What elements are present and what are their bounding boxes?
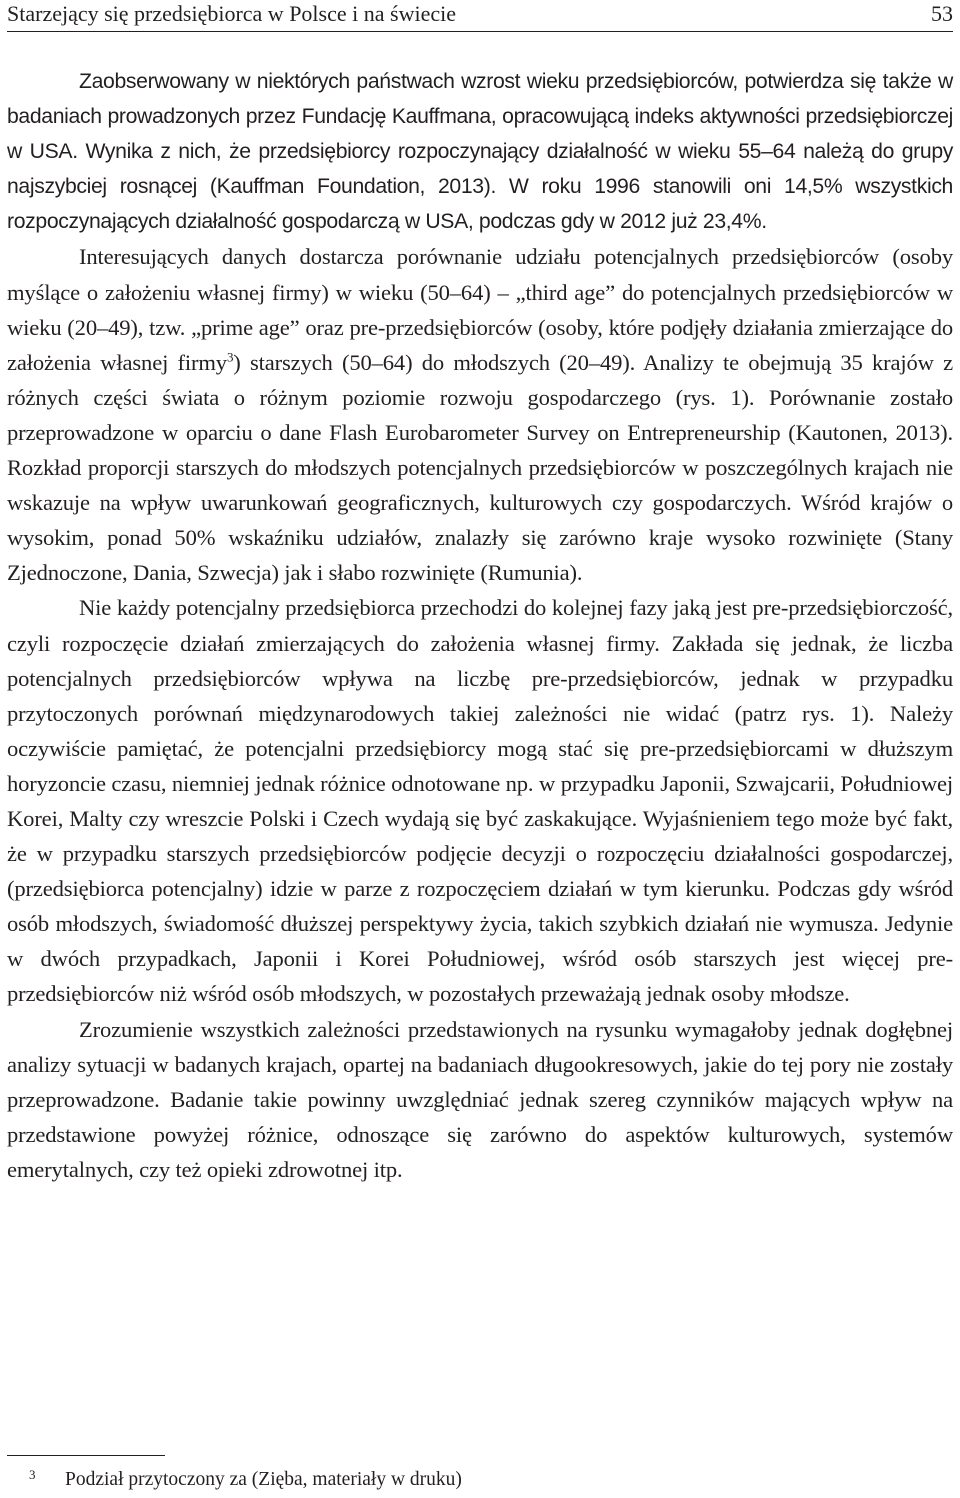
footnote-reference[interactable]: 3	[226, 349, 234, 365]
header-rule	[7, 31, 953, 32]
paragraph-2-text-end: ) starszych (50–64) do młodszych (20–49). Analizy te obejmują 35 krajów z różnych części świata o różnym poziomie rozwoju gospodarczego (rys. 1). Porównanie zostało przeprowadzone w oparciu o dane Flash Eurobarometer Survey on Entrepreneurship (Kautonen, 2013). Rozkład proporcji starszych do młodszych potencjalnych przedsiębiorców w poszczególnych krajach nie wskazuje na wpływ uwarunkowań geograficznych, kulturowych czy gospodarczych. Wśród krajów o wysokim, ponad 50% wskaźniku udziałów, znalazły się zarówno kraje wysoko rozwinięte (Stany Zjednoczone, Dania, Szwecja) jak i słabo rozwinięte (Rumunia).	[7, 349, 953, 586]
footnote-mark: 3	[29, 1467, 36, 1482]
footnote-text: Podział przytoczony za (Zięba, materiały w druku)	[65, 1469, 462, 1490]
running-title: Starzejący się przedsiębiorca w Polsce i na świecie	[7, 1, 456, 26]
running-header	[7, 0, 953, 28]
body-text	[7, 64, 953, 1187]
paragraph-1: Zaobserwowany w niektórych państwach wzrost wieku przedsiębiorców, potwierdza się także w badaniach prowadzonych przez Fundację Kauffmana, opracowującą indeks aktywności przedsiębiorczej w USA. Wynika z nich, że przedsiębiorcy rozpoczynający działalność w wieku 55–64 należą do grupy najszybciej rosnącej (Kauffman Foundation, 2013). W roku 1996 stanowili oni 14,5% wszystkich rozpoczynających działalność gospodarczą w USA, podczas gdy w 2012 już 23,4%.	[7, 70, 953, 234]
footnote	[7, 1468, 462, 1492]
paragraph-2-text-start: Interesujących danych dostarcza porównanie udziału potencjalnych przedsiębiorców (osoby myślące o założeniu własnej firmy) w wieku (50–64) – „third age” do potencjalnych przedsiębiorców w wieku (20–49), tzw. „prime age” oraz pre-przedsiębiorców (osoby, które podjęły działania zmierzające do założenia własnej firmy	[7, 244, 953, 375]
page-number: 53	[931, 1, 953, 26]
paragraph-3: Nie każdy potencjalny przedsiębiorca przechodzi do kolejnej fazy jaką jest pre-przedsiębiorczość, czyli rozpoczęcie działań zmierzających do założenia własnej firmy. Zakłada się jednak, że liczba potencjalnych przedsiębiorców wpływa na liczbę pre-przedsiębiorców, jednak w przypadku przytoczonych porównań międzynarodowych takiej zależności nie widać (patrz rys. 1). Należy oczywiście pamiętać, że potencjalni przedsiębiorcy mogą stać się pre-przedsiębiorcami w dłuższym horyzoncie czasu, niemniej jednak różnice odnotowane np. w przypadku Japonii, Szwajcarii, Południowej Korei, Malty czy wreszcie Polski i Czech wydają się być zaskakujące. Wyjaśnieniem tego może być fakt, że w przypadku starszych przedsiębiorców podjęcie decyzji o rozpoczęciu działalności gospodarczej, (przedsiębiorca potencjalny) idzie w parze z rozpoczęciem działań w tym kierunku. Podczas gdy wśród osób młodszych, świadomość dłuższej perspektywy życia, takich szybkich działań nie wymusza. Jedynie w dwóch przypadkach, Japonii i Korei Południowej, wśród osób starszych jest więcej pre-przedsiębiorców niż wśród osób młodszych, w pozostałych przeważają jednak osoby młodsze.	[7, 595, 953, 1007]
paragraph-4: Zrozumienie wszystkich zależności przedstawionych na rysunku wymagałoby jednak dogłębnej analizy sytuacji w badanych krajach, opartej na badaniach długookresowych, jakie do tej pory nie zostały przeprowadzone. Badanie takie powinny uwzględniać jednak szereg czynników mających wpływ na przedstawione powyżej różnice, odnoszące się zarówno do aspektów kulturowych, systemów emerytalnych, czy też opieki zdrowotnej itp.	[7, 1016, 953, 1182]
paragraph-2	[7, 239, 953, 590]
footnote-rule	[7, 1455, 165, 1456]
